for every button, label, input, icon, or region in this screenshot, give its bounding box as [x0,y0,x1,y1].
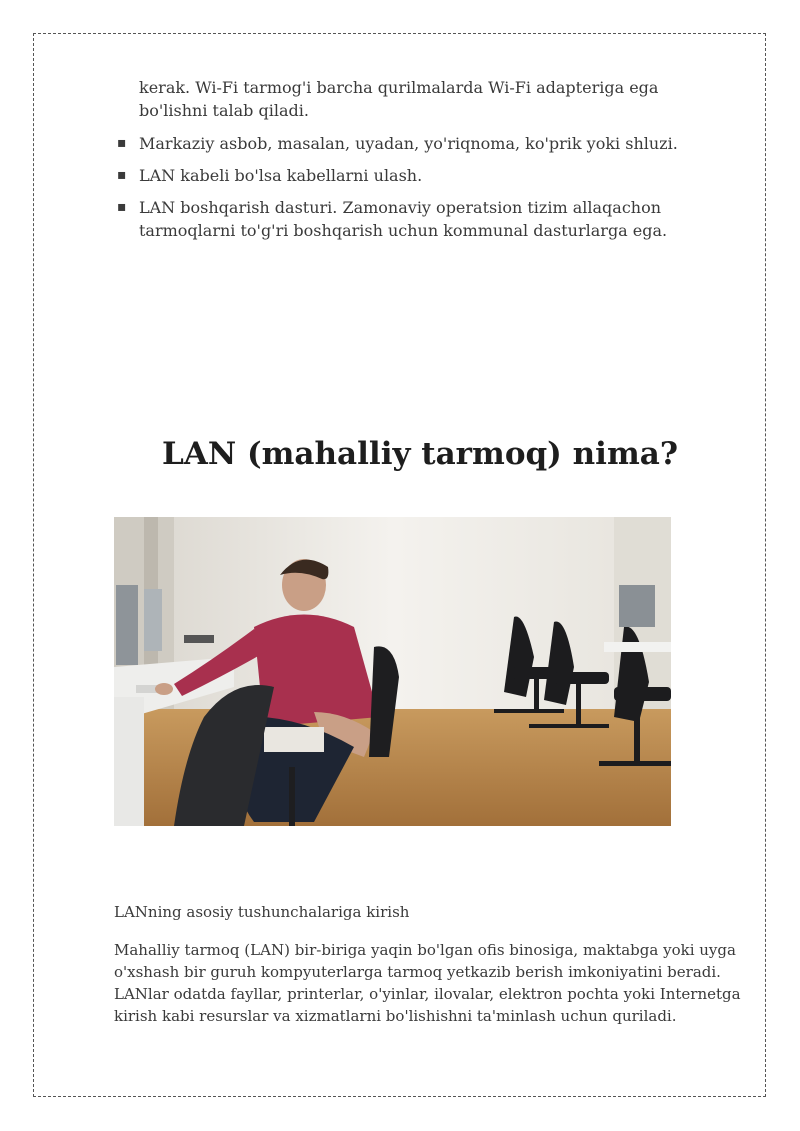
list-item [115,132,715,155]
bullet-icon: ▪ [117,135,127,151]
bullet-icon: ▪ [117,199,127,215]
bullet-icon: ▪ [117,167,127,183]
list-item-text: LAN kabeli bo'lsa kabellarni ulash. [139,166,423,185]
continuation-text: kerak. Wi-Fi tarmog'i barcha qurilmalarda Wi-Fi adapteriga ega bo'lishni talab qiladi. [139,78,659,120]
section-subheading: LANning asosiy tushunchalariga kirish [114,903,410,921]
body-paragraph: Mahalliy tarmoq (LAN) bir-biriga yaqin bo'lgan ofis binosiga, maktabga yoki uyga o'xshash bir guruh kompyuterlarga tarmoq yetkazib berish imkoniyatini beradi. LANlar odatda fayllar, printerlar, o'yinlar, ilovalar, elektron pochta yoki Internetga kirish kabi resurslar va xizmatlarni bo'lishishni ta'minlash uchun quriladi. [114,941,741,1025]
list-item-text: Markaziy asbob, masalan, uyadan, yo'riqnoma, ko'prik yoki shluzi. [139,134,678,153]
list-item [115,164,715,187]
page-title: LAN (mahalliy tarmoq) nima? [161,436,678,472]
list-item-text: LAN boshqarish dasturi. Zamonaviy operatsion tizim allaqachon tarmoqlarni to'g'ri boshqarish uchun kommunal dasturlarga ega. [139,198,668,240]
office-photo [114,517,671,826]
list-item [115,196,715,242]
requirements-list [115,132,715,251]
